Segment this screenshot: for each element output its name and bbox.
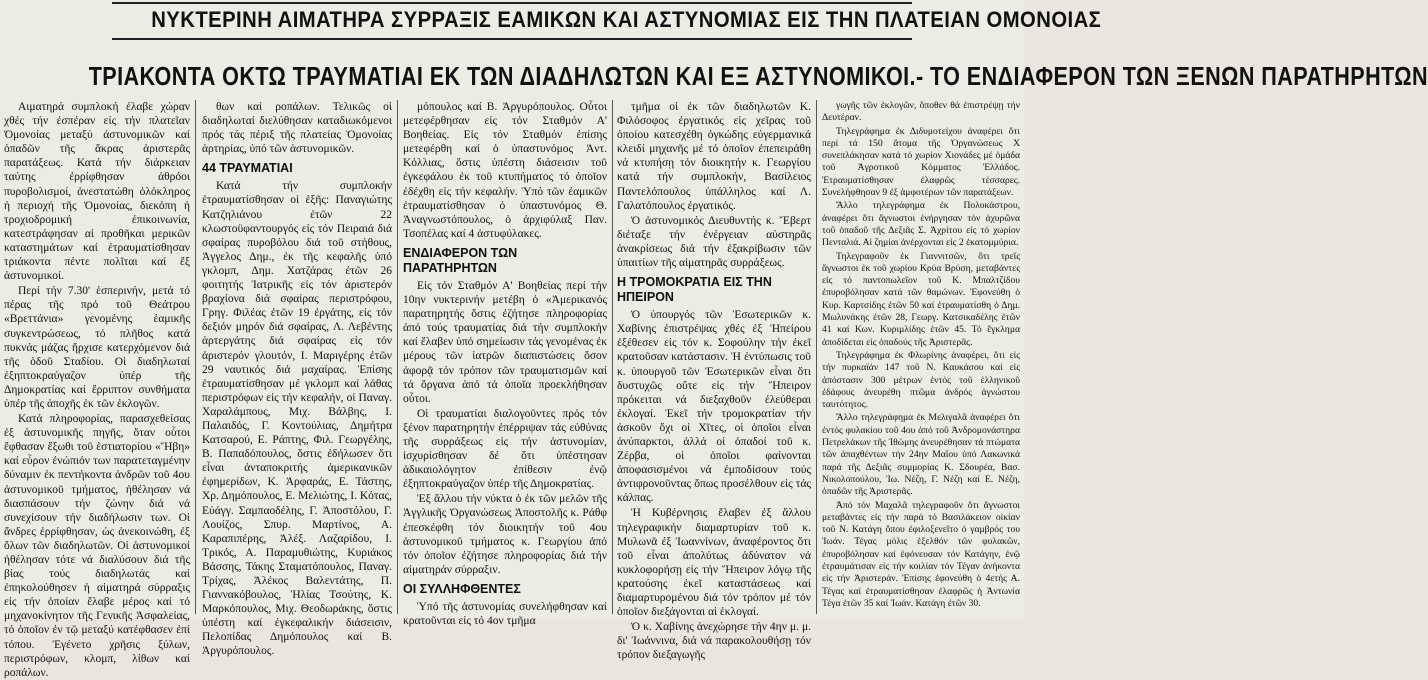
article-paragraph: γωγῆς τῶν ἐκλογῶν, ὅποθεν θά ἐπιστρέψῃ τήν Δευτέραν. <box>822 100 1020 124</box>
section-heading: Η ΤΡΟΜΟΚΡΑΤΙΑ ΕΙΣ ΤΗΝ ΗΠΕΙΡΟΝ <box>617 275 772 305</box>
article-paragraph: Τηλεγράφημα ἐκ Διδυμοτείχου ἀναφέρει ὅτι περί τά 150 ἄτομα τῆς Ὀργανώσεως Χ συνεπλάκησαν κατά τό χωρίον Χιονάδες μέ ὁμάδα τοῦ Ἀγροτικοῦ Κόμματος Ἑλλάδος. Ἐτραυματίσθησαν ἐλαφρῶς τέσσαρες. Συνελήφθησαν 9 ἐξ ἀμφοτέρων τῶν παρατάξεων. <box>822 125 1020 199</box>
article-paragraph: Ὁ ὑπουργός τῶν Ἐσωτερικῶν κ. Χαβίνης ἐπιστρέψας χθές ἐξ Ἠπείρου ἐξέθεσεν εἰς τόν κ. Σοφούλην τήν ἐκεῖ κρατοῦσαν κατάστασιν. Ἡ ἐντύπωσις τοῦ κ. ὑπουργοῦ τῶν Ἐσωτερικῶν εἶναι ὅτι δυστυχῶς οὔτε εἰς τήν Ἤπειρον πρόκειται νά διεξαχθοῦν ἐλεύθεραι ἐκλογαί. Ἐκεῖ τήν τρομοκρατίαν τήν ἀσκοῦν ὄχι οἱ Χῖτες, οἱ ὁποῖοι εἶναι ἀνύπαρκτοι, ἀλλά οἱ ὁπαδοί τοῦ κ. Ζέρβα, οἱ ὁποῖοι φαίνονται ἀποφασισμένοι νά ἐμποδίσουν τούς ἀντιφρονοῦντας ὅπως προσέλθουν εἰς τάς κάλπας. <box>617 309 811 505</box>
article-column-5 <box>822 100 1020 618</box>
article-paragraph: Ἀπό τόν Μαχαλᾶ τηλεγραφοῦν ὅτι ἄγνωστοι μεταβάντες εἰς τήν παρά τό Βασιλάκειον οἰκίαν τοῦ Ν. Κατάγη ὅπου ἐφιλοξενεῖτο ὁ γαμβρός του Ἰωάν. Τέγας μόλις ἐξελθόν τῶν φυλακῶν, ἐπυροβόλησαν καί ἐφόνευσαν τόν Κατάγην, ἐνῷ ἐτραυμάτισαν εἰς τήν κοιλίαν τόν Τέγαν ἀνήκοντα εἰς τήν Ἀριστεράν. Ἐπίσης ἐφονεύθη ὁ 4ετής Α. Τέγας καί ἐτραυματίσθησαν ἐλαφρῶς ἡ Ἀντωνία Τέγα ἐτῶν 35 καί Ἰωάν. Κατάγη ἐτῶν 30. <box>822 499 1020 609</box>
article-column-3 <box>403 100 607 627</box>
article-paragraph: μόπουλος καί Β. Ἀργυρόπουλος. Οὗτοι μετεφέρθησαν εἰς τόν Σταθμόν Α' Βοηθείας. Εἰς τόν Σταθμόν ἐπίσης μετεφέρθη καί ὁ ὑπαστυνόμος Ἀντ. Κόλλιας, ὅστις ὑπέστη διάσεισιν τοῦ ἐγκεφάλου ἐκ τοῦ κτυπήματος τό ὁποῖον ἐδέχθη εἰς τήν κεφαλήν. Ὑπό τῶν ἐαμικῶν ἐτραυματίσθησαν ὁ ὑπαστυνόμος Θ. Ἀναγνωστόπουλος, ὁ ἀρχιφύλαξ Παν. Τσοπέλας καί 4 ἀστυφύλακες. <box>403 101 607 240</box>
article-paragraph: Οἱ τραυματίαι διαλογοῦντες πρός τόν ξένον παρατηρητήν ἐπέρριψαν τάς εὐθύνας τῆς συρράξεως εἰς τήν ἀστυνομίαν, ἰσχυρίσθησαν δέ ὅτι ὑπέστησαν ἀδικαιολόγητον ἐπίθεσιν ἐνῷ ἐξηπτοκραύγαζον ὑπέρ τῆς Δημοκρατίας. <box>403 407 607 491</box>
article-paragraph: Ἐξ ἄλλου τήν νύκτα ὁ ἐκ τῶν μελῶν τῆς Ἀγγλικῆς Ὀργανώσεως Ἀποστολῆς κ. Ράθφ ἐπεσκέφθη τόν διοικητήν τοῦ 4ου ἀστυνομικοῦ τμήματος κ. Γεωργίου ἀπό τόν ὁποῖον ἐζήτησε πληροφορίας διά τήν αἱματηράν σύρραξιν. <box>403 493 607 576</box>
headline-rule <box>112 38 912 40</box>
article-paragraph: Περί τήν 7.30' ἑσπερινήν, μετά τό πέρας τῆς πρό τοῦ Θεάτρου «Βρεττάνια» γενομένης ἐαμικῆς συγκεντρώσεως, τό πλῆθος κατά πυκνάς μάζας ἤρχισε κατερχόμενον διά τῆς ὁδοῦ Σταδίου. Οἱ διαδηλωταί ἐξηπτοκραύγαζον ὑπέρ τῆς Δημοκρατίας καί ἔρριπτον συνθήματα ὑπέρ τῆς ἀποχῆς ἐκ τῶν ἐκλογῶν. <box>4 285 190 410</box>
article-paragraph: Κατά τήν συμπλοκήν ἐτραυματίσθησαν οἱ ἑξῆς: Παναγιώτης Κατζηλιάνου ἐτῶν 22 κλωστοϋφαντουργός εἰς τόν Πειραιά διά σφαίρας πυροβόλου διά τοῦ στήθους, Ἀγγελος Δημ., ἐκ τῆς κεφαλῆς ὑπό γκλομπ, Δημ. Χατζάρας ἐτῶν 26 φοιτητής Ἰατρικῆς εἰς τόν ἀριστερόν βραχίονα διά σφαίρας περιστρόφου, Γρηγ. Φιλέας ἐτῶν 19 ἐργάτης, εἰς τόν δεξιόν μηρόν διά σφαίρας, Λ. Λεβέντης ἀρτεργάτης διά σφαίρας εἰς τόν ἀριστερόν γλουτόν, Ι. Μαριγέρης ἐτῶν 29 ναυτικός διά μαχαίρας. Ἐπίσης ἐτραυματίσθησαν μέ γκλομπ καί λάθας περιστρόφων εἰς τήν κεφαλήν, οἱ Παναγ. Χαραλάμπους, Μιχ. Βάλβης, Ι. Παλαιδός, Γ. Κοντούλιας, Δημήτρα Κατσαρού, Ε. Ράπτης, Φιλ. Γεωργέλης, Β. Παπαδόπουλος, ὅστις ἐδήλωσεν ὅτι εἶναι ἀνταποκριτής ἀμερικανικῶν ἐφημερίδων, Κ. Ἀρφαράς, Ε. Τάστης, Χρ. Δημόπουλος, Ε. Μελιώτης, Ι. Κότας, Εὐάγγ. Σαμπαοδέλης, Γ. Ἀποστόλου, Γ. Λουίζος, Σπυρ. Μαρτίνος, Α. Καραπιπέρης, Ἀλέξ. Λαζαρίδου, Ι. Τρικός, Α. Παραμυθιώτης, Κυριάκος Βάσσης, Τάκης Σταματόπουλος, Παναγ. Τρίχας, Ἀλέκος Βαλεντάτης, Π. Γιαννακόβουλος, Ἠλίας Τσούτης, Κ. Μαρκόπουλος, Μιχ. Θεοδωράκης, ὅστις ὑπέστη καί ἐγκεφαλικήν διάσεισιν, Πελοπίδας Δημόπουλος καί Β. Ἀργυρόπουλος. <box>202 180 392 658</box>
article-paragraph: θων καί ροπάλων. Τελικῶς οἱ διαδηλωταί διελύθησαν καταδιωκόμενοι πρός τάς πέριξ τῆς πλατείας Ὁμονοίας ἀρτηρίας, ὑπό τῶν ἀστυνομικῶν. <box>202 101 392 156</box>
article-paragraph: Ὑπό τῆς ἀστυνομίας συνελήφθησαν καί κρατοῦνται εἰς τό 4ον τμῆμα <box>403 600 607 627</box>
article-paragraph: Ὁ ἀστυνομικός Διευθυντής κ. Ἔβερτ διέταξε τήν ἐνέργειαν αὐστηρᾶς ἀνακρίσεως διά τήν ἐξακρίβωσιν τῶν ὑπαιτίων τῆς αἱματηρᾶς συρράξεως. <box>617 214 811 270</box>
article-paragraph: Ἡ Κυβέρνησις ἔλαβεν ἐξ ἄλλου τηλεγραφικήν διαμαρτυρίαν τοῦ κ. Μυλωνᾶ ἐξ Ἰωαννίνων, ἀναφέροντος ὅτι τοῦ εἶναι ἀπολύτως ἀδύνατον νά κυκλοφορήσῃ εἰς τήν Ἤπειρον λόγῳ τῆς κρατούσης ἐκεῖ καταστάσεως καί διαμαρτυρομένου διά τόν τρόπον μέ τόν ὁποῖον διεξάγονται αἱ ἐκλογαί. <box>617 507 811 619</box>
article-paragraph: Τηλεγραφοῦν ἐκ Γιαννιτσῶν, ὅτι τρεῖς ἄγνωστοι ἐκ τοῦ χωρίου Κρύα Βρύση, μεταβάντες εἰς τό παντοπωλεῖον τοῦ Κ. Μπαλτζίδου ἐπυροβόλησαν κατά τῶν θαμώνων. Ἐφονεύθη ὁ Κυρ. Καρτσίδης ἐτῶν 50 καί ἐτραυματίσθη ὁ Δημ. Μωλυνάκης ἐτῶν 28, Γεωργ. Κατσικαδέλης ἐτῶν 41 καί Κων. Κυριμλίδης ἐτῶν 45. Τό ἔγκλημα ἀποδίδεται εἰς ὁπαδούς τῆς Ἀριστερᾶς. <box>822 250 1020 348</box>
column-divider <box>397 100 398 614</box>
article-paragraph: τμῆμα οἱ ἐκ τῶν διαδηλωτῶν Κ. Φιλόσοφος ἐργατικός εἰς χεῖρας τοῦ ὁποίου κατεσχέθη ὀγκώδης εὐγερμανικά κλειδί μηχανῆς μέ τό ὁποῖον ἐπεπειράθη νά κτυπήσῃ τόν διοικητήν κ. Γεωργίου κατά τήν συμπλοκήν, Βασίλειος Παντελόπουλος ὑπάλληλος καί Λ. Γαλατόπουλος ἐργατικός. <box>617 101 811 212</box>
section-heading: ΟΙ ΣΥΛΛΗΦΘΕΝΤΕΣ <box>403 581 521 596</box>
article-paragraph: Αιματηρά συμπλοκή έλαβε χώραν χθές τήν έσπέραν είς τήν πλατεῖαν Ὁμονοίας μεταξύ ἀστυνομικῶν καί ὁπαδῶν τῆς ἄκρας ἀριστερᾶς παρατάξεως. Κατά τήν διάρκειαν ταύτης ἐρρίφθησαν ἀθρόοι πυροβολισμοί, ἀνεστατώθη ὁλόκληρος ἡ περιοχή τῆς Ὁμονοίας, διεκόπη ἡ τροχιοδρομική ἐπικοινωνία, κατεστράφησαν αἱ προθῆκαι μερικῶν καταστημάτων καί ἐτραυματίσθησαν τριάκοντα πέντε πολῖται καί ἕξ ἀστυνομικοί. <box>4 101 190 283</box>
article-paragraph: Κατά πληροφορίας, παρασχεθείσας ἐξ ἀστυνομικῆς πηγῆς, ὅταν οὗτοι ἔφθασαν ἔξωθι τοῦ ἑστιατορίου «Ἥβη» καί εὗρον ἐνώπιόν των παρατεταγμένην δύναμιν ἐκ πεντήκοντα ἀνδρῶν τοῦ 4ου ἀστυνομικοῦ τμήματος, ἠθέλησαν νά διασπάσουν τήν ζώνην διά νά συνεχίσουν τήν διαδήλωσιν των. Οἱ ἄνδρες ἐρρίφθησαν, ὡς ἀνεκοινώθη, ἐξ ὅλων τῶν διαδηλωτῶν. Οἱ ἀστυνομικοί ἠθέλησαν τότε νά διαλύσουν διά τῆς βίας τούς διαδηλωτάς καί ἐπηκολούθησεν ἡ αἱματηρά σύρραξις εἰς τήν ὁποίαν ἔλαβε μέρος καί τό μηχανοκίνητον τῆς Γενικῆς Ἀσφαλείας, τό ὁποῖον ἐν τῷ μεταξύ κατέφθασεν ἐπί τόπου. Ἐγένετο χρῆσις ξύλων, περιστρόφων, κλομπ, λίθων καί ροπάλων. <box>4 413 190 679</box>
article-column-1 <box>4 100 190 679</box>
article-column-2 <box>202 100 392 658</box>
subheadline: ΤΡΙΑΚΟΝΤΑ ΟΚΤΩ ΤΡΑΥΜΑΤΙΑΙ ΕΚ ΤΩΝ ΔΙΑΔΗΛΩΤΩΝ ΚΑΙ ΕΞ ΑΣΤΥΝΟΜΙΚΟΙ.- ΤΟ ΕΝΔΙΑΦΕΡΟΝ ΤΩΝ ΞΕΝΩΝ ΠΑΡΑΤΗΡΗΤΩΝ <box>88 61 1428 91</box>
article-paragraph: Ἄλλο τηλεγράφημα ἐκ Μελιγαλᾶ ἀναφέρει ὅτι ἐντός φυλακίου τοῦ 4ου ἀπό τοῦ Ἀνδρομονάστηρα Πετρελάκων τῆς Ἰθώμης ἀνευρέθησαν τά πτώματα τῶν ἀπαχθέντων τήν 24ην Μαΐου ὑπό Λακωνικά παρά τῆς Δεξιᾶς συμμορίας Κ. Σδουρέα, Βασ. Νικολοπούλου, Ἰω. Νέζη, Γ. Νέζη καί Ε. Νέζη, ὁπαδῶν τῆς Ἀριστερᾶς. <box>822 412 1020 498</box>
column-divider <box>612 100 613 614</box>
section-heading: 44 ΤΡΑΥΜΑΤΙΑΙ <box>202 161 293 176</box>
article-paragraph: Ἄλλο τηλεγράφημα ἐκ Πολυκάστρου, ἀναφέρει ὅτι ἄγνωστοι ἐνήργησαν τόν ἀχυρῶνα τοῦ ὁπαδοῦ τῆς Δεξιᾶς Σ. Ἀχρίτου εἰς τό χωρίον Πενταλιά. Αἱ ζημίαι ἀνέρχονται εἰς 2 ἑκατομμύρια. <box>822 200 1020 249</box>
column-divider <box>816 100 817 614</box>
article-paragraph: Τηλεγράφημα ἐκ Φλωρίνης ἀναφέρει, ὅτι εἰς τήν πυρκαϊάν 147 τοῦ Ν. Καυκάσου καί εἰς ἀπόστασιν 300 μέτρων ἐντός τοῦ ἑλληνικοῦ ἐδάφους ἀνευρέθη πτῶμα ἀνδρός ἀγνώστου ταυτότητος. <box>822 349 1020 411</box>
headline: ΝΥΚΤΕΡΙΝΗ ΑΙΜΑΤΗΡΑ ΣΥΡΡΑΞΙΣ ΕΑΜΙΚΩΝ ΚΑΙ ΑΣΤΥΝΟΜΙΑΣ ΕΙΣ ΤΗΝ ΠΛΑΤΕΙΑΝ ΟΜΟΝΟΙΑΣ <box>151 7 1102 32</box>
article-paragraph: Ὁ κ. Χαβίνης ἀνεχώρησε τήν 4ην μ. μ. δι' Ἰωάννινα, διά νά παρακολουθήσῃ τόν τρόπον διεξαγωγῆς <box>617 621 811 662</box>
article-column-4 <box>617 100 811 662</box>
section-heading: ΕΝΔΙΑΦΕΡΟΝ ΤΩΝ ΠΑΡΑΤΗΡΗΤΩΝ <box>403 245 518 275</box>
column-divider <box>195 100 196 614</box>
article-paragraph: Εἰς τόν Σταθμόν Α' Βοηθείας περί τήν 10ην νυκτερινήν μετέβη ὁ «Ἀμερικανός παρατηρητής ὅστις ἐζήτησε πληροφορίας ἀπό τούς τραυματίας διά τήν συμπλοκήν καί ἔλαβεν ὑπό σημείωσιν τάς γενομένας ἐκ μέρους τῶν ἰατρῶν διαπιστώσεις ὅσον ἀφορᾷ τόν τρόπον τῶν τραυματισμῶν καί τά ὄργανα ἀπό τά ὁποῖα προεκλήθησαν οὗτοι. <box>403 279 607 405</box>
